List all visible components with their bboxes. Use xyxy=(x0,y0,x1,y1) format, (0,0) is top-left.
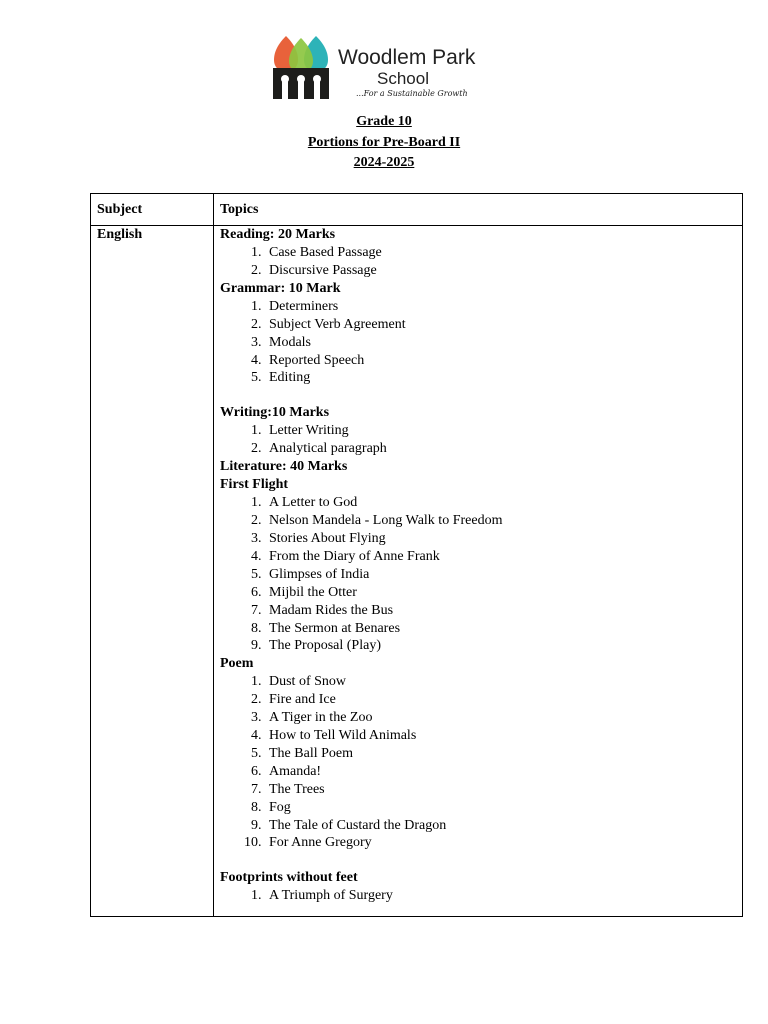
portions-table xyxy=(90,193,743,917)
list-item: 5. Editing xyxy=(265,369,736,387)
list-item: 8. The Sermon at Benares xyxy=(265,620,736,638)
list-item: 6. Amanda! xyxy=(265,763,736,781)
spacer xyxy=(220,387,736,404)
poem-list xyxy=(220,673,736,852)
spacer xyxy=(220,852,736,869)
list-item: 7. Madam Rides the Bus xyxy=(265,602,736,620)
list-item: 9. The Tale of Custard the Dragon xyxy=(265,817,736,835)
subject-header: Subject xyxy=(91,194,214,226)
subject-cell: English xyxy=(91,226,214,917)
literature-section-title: Literature: 40 Marks xyxy=(220,459,348,475)
topics-header: Topics xyxy=(214,194,743,226)
school-logo-icon xyxy=(272,32,330,100)
topics-cell xyxy=(214,226,743,917)
academic-year: 2024-2025 xyxy=(353,155,415,170)
list-item: 3. A Tiger in the Zoo xyxy=(265,709,736,727)
list-item: 1. Case Based Passage xyxy=(265,244,736,262)
list-item: 1. Determiners xyxy=(265,298,736,316)
school-tagline: ...For a Sustainable Growth xyxy=(356,89,468,98)
list-item: 6. Mijbil the Otter xyxy=(265,584,736,602)
reading-section-title: Reading: 20 Marks xyxy=(220,227,336,242)
list-item: 7. The Trees xyxy=(265,781,736,799)
list-item: 10. For Anne Gregory xyxy=(265,834,736,852)
list-item: 3. Stories About Flying xyxy=(265,530,736,548)
list-item: 2. Fire and Ice xyxy=(265,691,736,709)
list-item: 2. Discursive Passage xyxy=(265,262,736,280)
footprints-section-title: Footprints without feet xyxy=(220,870,358,886)
writing-section-title: Writing:10 Marks xyxy=(220,405,330,421)
writing-list xyxy=(220,422,736,458)
list-item: 2. Subject Verb Agreement xyxy=(265,316,736,334)
document-heading xyxy=(0,112,768,174)
list-item: 3. Modals xyxy=(265,334,736,352)
list-item: 4. Reported Speech xyxy=(265,352,736,370)
grammar-section-title: Grammar: 10 Mark xyxy=(220,280,341,296)
school-logo xyxy=(272,32,487,102)
first-flight-list xyxy=(220,494,736,655)
list-item: 1. Dust of Snow xyxy=(265,673,736,691)
list-item: 9. The Proposal (Play) xyxy=(265,637,736,655)
table-header-row xyxy=(91,194,743,226)
list-item: 1. Letter Writing xyxy=(265,422,736,440)
table-row xyxy=(91,226,743,917)
portions-title: Portions for Pre-Board II xyxy=(307,134,461,150)
first-flight-title: First Flight xyxy=(220,477,289,493)
list-item: 8. Fog xyxy=(265,799,736,817)
grade-title: Grade 10 xyxy=(356,114,412,129)
school-name: Woodlem Park xyxy=(338,46,476,69)
list-item: 1. A Letter to God xyxy=(265,494,736,512)
list-item: 2. Nelson Mandela - Long Walk to Freedom xyxy=(265,512,736,530)
list-item: 4. From the Diary of Anne Frank xyxy=(265,548,736,566)
grammar-list xyxy=(220,298,736,388)
poem-section-title: Poem xyxy=(220,656,254,672)
list-item: 2. Analytical paragraph xyxy=(265,440,736,458)
list-item: 4. How to Tell Wild Animals xyxy=(265,727,736,745)
list-item: 5. The Ball Poem xyxy=(265,745,736,763)
list-item: 1. A Triumph of Surgery xyxy=(265,887,736,905)
reading-list xyxy=(220,244,736,280)
list-item: 5. Glimpses of India xyxy=(265,566,736,584)
footprints-list xyxy=(220,887,736,905)
school-sub: School xyxy=(377,69,429,88)
